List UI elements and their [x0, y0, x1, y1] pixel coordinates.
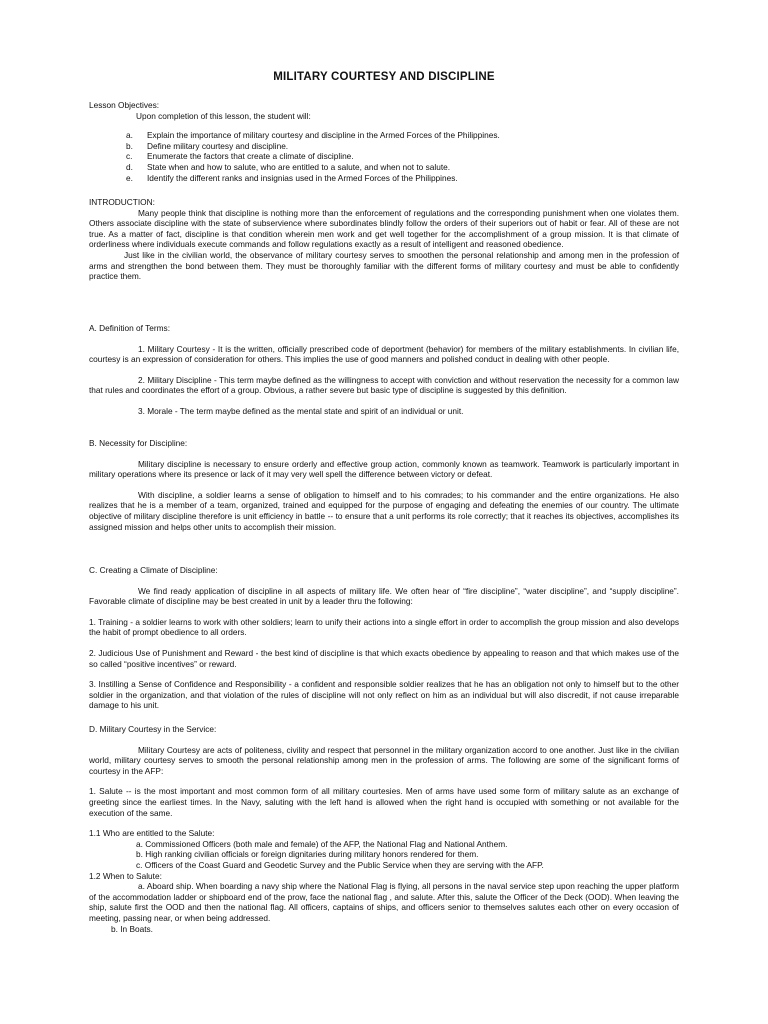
climate-item-punishment-reward: 2. Judicious Use of Punishment and Reward - the best kind of discipline is that which exacts obedience by appealing to reason and that which makes use of the so called “positive incentives” or reward. [89, 647, 679, 669]
term-morale: 3. Morale - The term maybe defined as the mental state and spirit of an individual or unit. [138, 405, 464, 416]
aboard-ship-paragraph: a. Aboard ship. When boarding a navy ship where the National Flag is flying, all persons in the naval service step upon reaching the upper platform of the accommodation ladder or shipboard end of the prow, face the national flag , and salute. After this, salute the Officer of the Deck (OOD). When leaving the ship, salute first the OOD and then the national flag. All officers, captains of ships, and officers senior to themselves salutes each other on every occasion of meeting, passing near, or when being addressed. [89, 881, 679, 923]
introduction-paragraph: Many people think that discipline is nothing more than the enforcement of regulations and the corresponding punishment when one violates them. Others associate discipline with the state of subservience where subordinates blindly follow the orders of their superiors out of habit or fear. All of these are not true. As a matter of fact, discipline is that condition wherein men work and get well together for the accomplishment of a group mission. It is that climate of orderliness where individuals execute commands and follow regulations exactly as a result of intelligent and reasoned obedience. [89, 207, 679, 250]
introduction-paragraph: Just like in the civilian world, the observance of military courtesy serves to smoothen the personal relationship and among men in the profession of arms and strengthen the bond between them. They must be thoroughly familiar with the different forms of military courtesy and must be able to confidently practice them. [89, 249, 679, 282]
objective-item: e. Identify the different ranks and insignias used in the Armed Forces of the Philippines. [126, 172, 458, 183]
lesson-objectives [89, 100, 679, 183]
who-entitled-heading: 1.1 Who are entitled to the Salute: [89, 828, 215, 839]
salute-paragraph: 1. Salute -- is the most important and most common form of all military courtesies. Men of arms have used some form of military salute as an exchange of greeting since the earliest times. In the Navy, saluting with the left hand is allowed when the right hand is occupied with something or not available for the execution of the same. [89, 786, 679, 818]
necessity-paragraph: Military discipline is necessary to ensure orderly and effective group action, commonly known as teamwork. Teamwork is particularly important in military operations where its presence or lack of it may very well spell the difference between victory or defeat. [89, 458, 679, 480]
military-courtesy-service-section [89, 724, 679, 934]
term-military-courtesy: 1. Military Courtesy - It is the written, officially prescribed code of deportment (behavior) for members of the military establishments. In civilian life, courtesy is an expression of consideration for others. This implies the use of good manners and polished conduct in dealing with other people. [89, 343, 679, 365]
introduction-heading: INTRODUCTION: [89, 197, 155, 207]
necessity-for-discipline-section [89, 438, 679, 532]
climate-paragraph: We find ready application of discipline in all aspects of military life. We often hear of “fire discipline”, “water discipline”, and “supply discipline”. Favorable climate of discipline may be best created in unit by a leader thru the following: [89, 585, 679, 607]
section-d-heading: D. Military Courtesy in the Service: [89, 724, 217, 734]
section-c-heading: C. Creating a Climate of Discipline: [89, 565, 218, 575]
climate-item-confidence: 3. Instilling a Sense of Confidence and Responsibility - a confident and responsible soldier realizes that he has an obligation not only to himself but to the other soldier in the organization, and that violation of the rules of discipline will not only reflect on him as an individual but will also discredit, if not cause irreparable damage to his unit. [89, 679, 679, 711]
term-military-discipline: 2. Military Discipline - This term maybe defined as the willingness to accept with conviction and without reservation the necessity for a common law that rules and coordinates the effort of a group. Obvious, a rather severe but basic type of discipline is suggested by this definition. [89, 374, 679, 396]
objectives-intro: Upon completion of this lesson, the student will: [136, 110, 311, 121]
climate-of-discipline-section [89, 565, 679, 711]
definition-of-terms-section [89, 323, 679, 417]
courtesy-paragraph: Military Courtesy are acts of politeness, civility and respect that personnel in the military organization accord to one another. Just like in the civilian world, military courtesy serves to smooth the personal relationship among men in the profession of arms. The following are some of the significant forms of courtesy in the AFP: [89, 744, 679, 776]
objectives-heading: Lesson Objectives: [89, 100, 160, 110]
objective-item: d. State when and how to salute, who are entitled to a salute, and when not to salute. [126, 161, 451, 172]
who-entitled-item: b. High ranking civilian officials or foreign dignitaries during military honors rendered for them. [136, 849, 479, 860]
introduction-section [89, 197, 679, 282]
who-entitled-item: a. Commissioned Officers (both male and female) of the AFP, the National Flag and National Anthem. [136, 838, 508, 849]
who-entitled-item: c. Officers of the Coast Guard and Geodetic Survey and the Public Service when they are serving with the AFP. [136, 859, 544, 870]
when-to-salute-heading: 1.2 When to Salute: [89, 870, 162, 881]
in-boats-item: b. In Boats. [111, 923, 153, 934]
objective-item: c. Enumerate the factors that create a climate of discipline. [126, 151, 354, 162]
section-b-heading: B. Necessity for Discipline: [89, 438, 188, 448]
document-title: MILITARY COURTESY AND DISCIPLINE [273, 71, 495, 83]
climate-item-training: 1. Training - a soldier learns to work with other soldiers; learn to unify their actions into a single effort in order to accomplish the group mission and also develops the habit of prompt obedience to all orders. [89, 616, 679, 638]
objective-item: b. Define military courtesy and discipline. [126, 140, 289, 151]
objective-item: a. Explain the importance of military courtesy and discipline in the Armed Forces of the Philippines. [126, 130, 500, 141]
necessity-paragraph: With discipline, a soldier learns a sense of obligation to himself and to his comrades; to his commander and the entire organizations. He also realizes that he is a member of a team, organized, trained and equipped for the purpose of engaging and defeating the enemies of our country. The ultimate objective of military discipline therefore is unit efficiency in battle -- to ensure that a unit performs its role correctly; that it reaches its objectives, accomplishes its assigned mission and helps other units to accomplish their mission. [89, 489, 679, 532]
section-a-heading: A. Definition of Terms: [89, 323, 171, 333]
